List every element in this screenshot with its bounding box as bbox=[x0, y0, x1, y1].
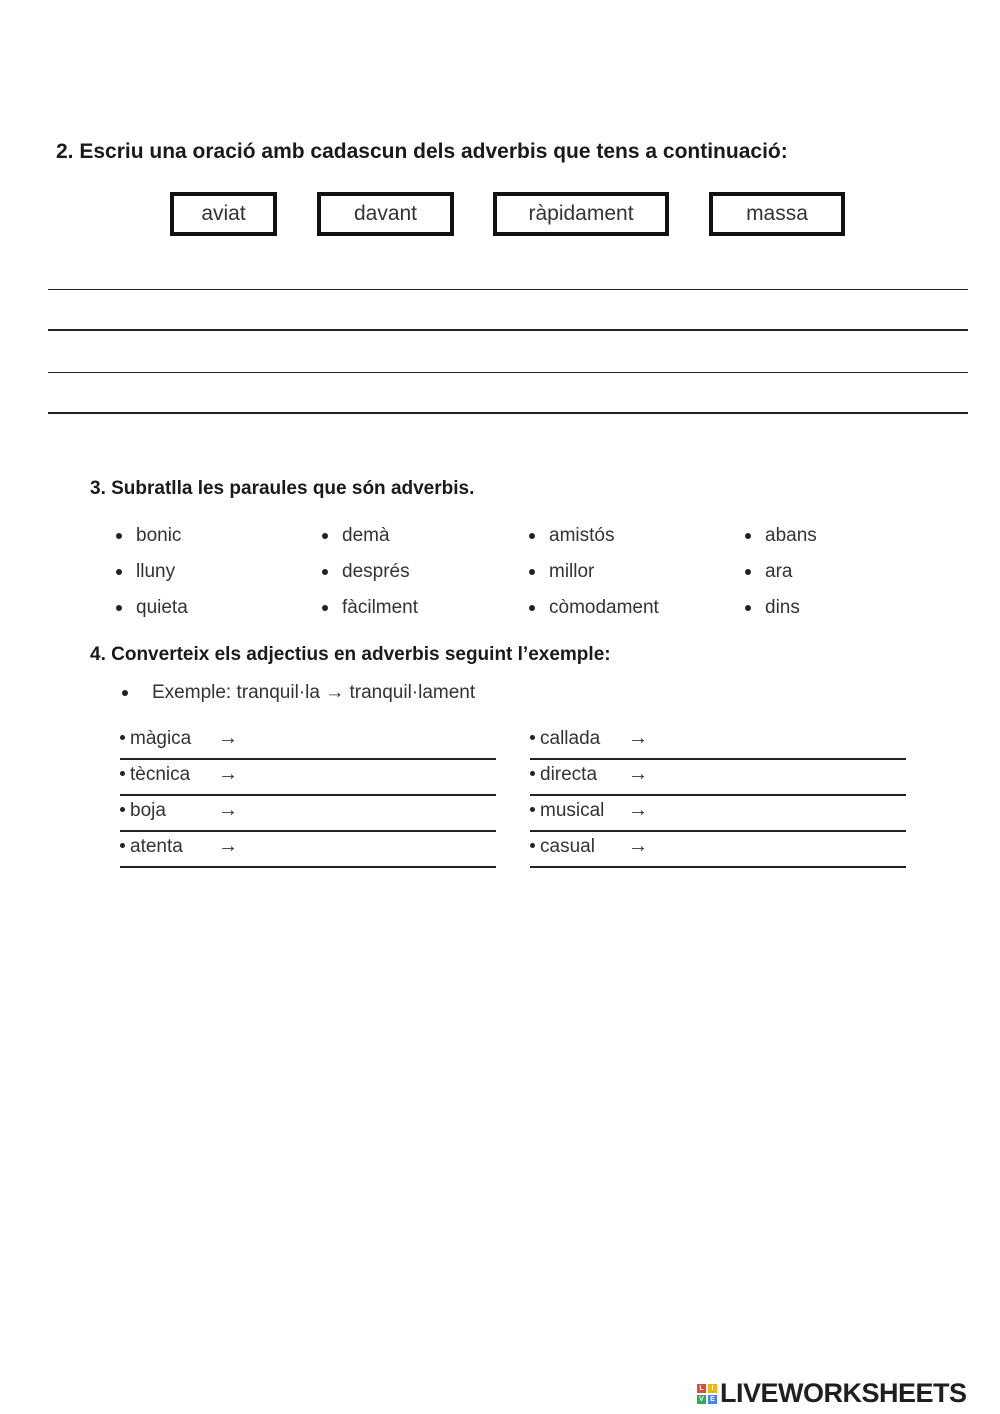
arrow-right-icon: → bbox=[628, 835, 648, 857]
logo-badge-letter: E bbox=[708, 1395, 717, 1404]
adjective-label: callada bbox=[540, 728, 601, 749]
conversion-row-left-4[interactable] bbox=[120, 832, 496, 868]
bullet-icon bbox=[116, 605, 122, 611]
logo-text: LIVEWORKSHEETS bbox=[720, 1378, 967, 1408]
conversion-row-right-1[interactable] bbox=[530, 724, 906, 760]
bullet-icon bbox=[116, 533, 122, 539]
bullet-icon bbox=[120, 735, 125, 740]
list-item[interactable] bbox=[116, 597, 188, 619]
bullet-icon bbox=[530, 771, 535, 776]
adjective-label: directa bbox=[540, 764, 598, 785]
list-item[interactable] bbox=[529, 561, 594, 583]
arrow-right-icon: → bbox=[628, 799, 648, 821]
logo-badge-letter: I bbox=[708, 1384, 717, 1393]
list-item[interactable] bbox=[529, 597, 659, 619]
word-label: dins bbox=[765, 597, 800, 618]
arrow-right-icon: → bbox=[218, 835, 238, 857]
word-label: quieta bbox=[136, 597, 188, 618]
liveworksheets-logo bbox=[697, 1378, 967, 1409]
adjective-label: màgica bbox=[130, 728, 192, 749]
word-label: fàcilment bbox=[342, 597, 419, 618]
adverb-box-4: massa bbox=[709, 192, 845, 236]
bullet-icon bbox=[530, 735, 535, 740]
adverb-box-3: ràpidament bbox=[493, 192, 669, 236]
bullet-icon bbox=[529, 605, 535, 611]
arrow-right-icon: → bbox=[628, 727, 648, 749]
word-label: demà bbox=[342, 525, 390, 546]
bullet-icon bbox=[120, 771, 125, 776]
logo-badge-icon bbox=[697, 1384, 717, 1404]
adjective-label: atenta bbox=[130, 836, 183, 857]
bullet-icon bbox=[745, 569, 751, 575]
exercise-3-heading: 3. Subratlla les paraules que són adverbis. bbox=[90, 478, 475, 499]
word-label: després bbox=[342, 561, 410, 582]
word-label: lluny bbox=[136, 561, 176, 582]
conversion-row-right-4[interactable] bbox=[530, 832, 906, 868]
conversion-row-right-2[interactable] bbox=[530, 760, 906, 796]
bullet-icon bbox=[529, 569, 535, 575]
writing-line-3[interactable] bbox=[48, 372, 968, 373]
word-label: millor bbox=[549, 561, 595, 582]
bullet-icon bbox=[122, 690, 128, 696]
bullet-icon bbox=[120, 807, 125, 812]
word-label: bonic bbox=[136, 525, 182, 546]
word-label: còmodament bbox=[549, 597, 659, 618]
bullet-icon bbox=[530, 843, 535, 848]
exercise-2-heading: 2. Escriu una oració amb cadascun dels adverbis que tens a continuació: bbox=[56, 140, 788, 163]
list-item[interactable] bbox=[116, 525, 181, 547]
bullet-icon bbox=[120, 843, 125, 848]
list-item[interactable] bbox=[322, 525, 390, 547]
list-item[interactable] bbox=[116, 561, 175, 583]
bullet-icon bbox=[529, 533, 535, 539]
bullet-icon bbox=[322, 605, 328, 611]
arrow-right-icon: → bbox=[218, 763, 238, 785]
adjective-label: casual bbox=[540, 836, 595, 857]
adjective-label: tècnica bbox=[130, 764, 191, 785]
example-text: Exemple: tranquil·la → tranquil·lament bbox=[152, 682, 476, 703]
arrow-right-icon: → bbox=[218, 799, 238, 821]
arrow-right-icon: → bbox=[628, 763, 648, 785]
word-label: amistós bbox=[549, 525, 615, 546]
adverb-box-1: aviat bbox=[170, 192, 277, 236]
word-label: ara bbox=[765, 561, 793, 582]
adjective-label: musical bbox=[540, 800, 605, 821]
bullet-icon bbox=[322, 533, 328, 539]
logo-badge-letter: L bbox=[697, 1384, 706, 1393]
list-item[interactable] bbox=[322, 561, 410, 583]
bullet-icon bbox=[745, 605, 751, 611]
bullet-icon bbox=[116, 569, 122, 575]
conversion-row-left-1[interactable] bbox=[120, 724, 496, 760]
adjective-label: boja bbox=[130, 800, 166, 821]
list-item[interactable] bbox=[745, 525, 817, 547]
bullet-icon bbox=[745, 533, 751, 539]
list-item[interactable] bbox=[322, 597, 418, 619]
bullet-icon bbox=[322, 569, 328, 575]
conversion-row-left-3[interactable] bbox=[120, 796, 496, 832]
bullet-icon bbox=[530, 807, 535, 812]
writing-line-2[interactable] bbox=[48, 329, 968, 331]
list-item[interactable] bbox=[529, 525, 614, 547]
list-item[interactable] bbox=[745, 597, 800, 619]
arrow-right-icon: → bbox=[218, 727, 238, 749]
writing-line-4[interactable] bbox=[48, 412, 968, 414]
example-line bbox=[122, 682, 475, 704]
conversion-row-left-2[interactable] bbox=[120, 760, 496, 796]
list-item[interactable] bbox=[745, 561, 792, 583]
writing-line-1[interactable] bbox=[48, 289, 968, 290]
logo-badge-letter: V bbox=[697, 1395, 706, 1404]
word-label: abans bbox=[765, 525, 817, 546]
conversion-row-right-3[interactable] bbox=[530, 796, 906, 832]
adverb-box-2: davant bbox=[317, 192, 454, 236]
exercise-4-heading: 4. Converteix els adjectius en adverbis seguint l’exemple: bbox=[90, 644, 611, 665]
